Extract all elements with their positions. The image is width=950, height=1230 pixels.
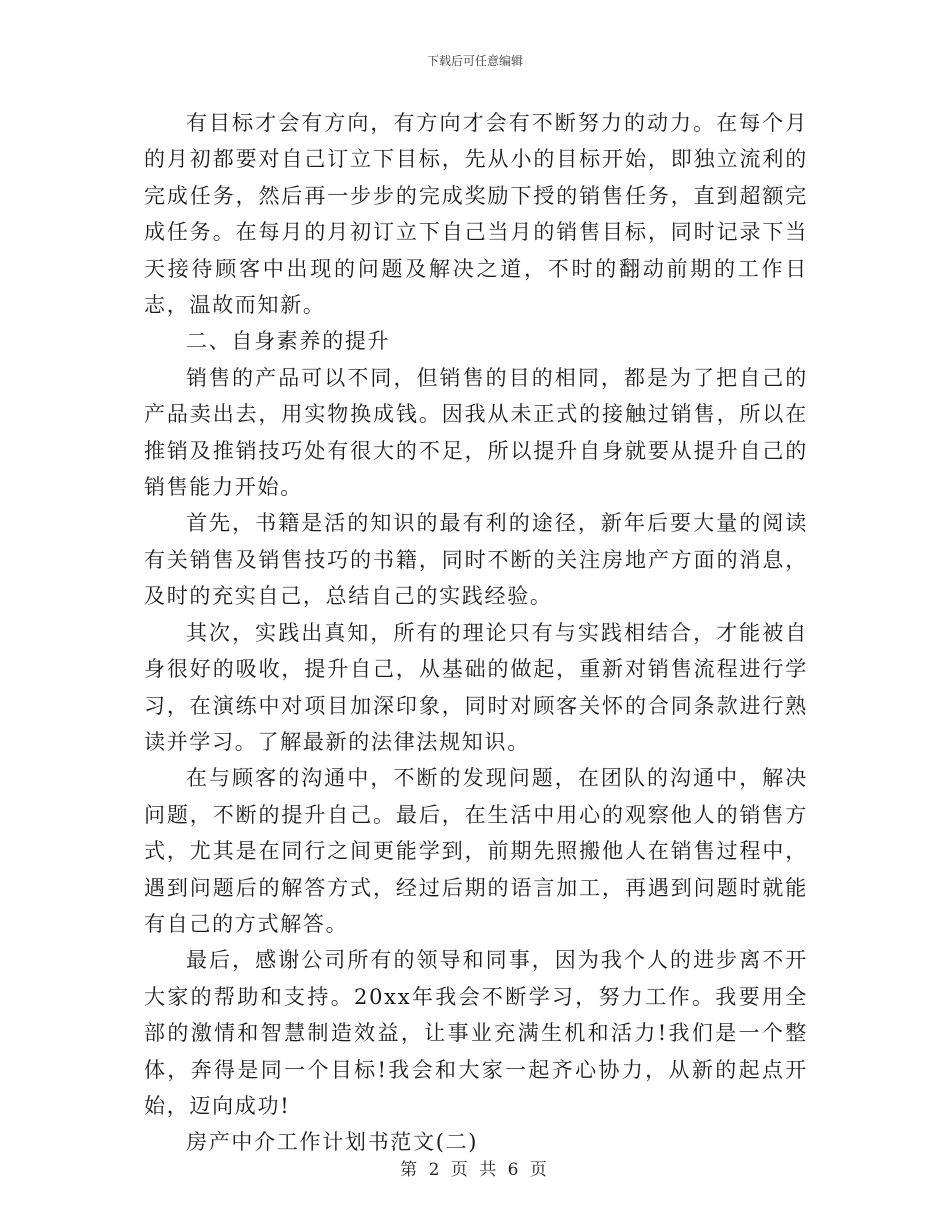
page-header-note: 下载后可任意编辑 bbox=[426, 54, 523, 68]
section-heading-self-improvement: 二、自身素养的提升 bbox=[186, 329, 391, 354]
paragraph-goals: 有目标才会有方向，有方向才会有不断努力的动力。在每个月的月初都要对自己订立下目标，先从小的目标开始，即独立流利的完成任务，然后再一步步的完成奖励下授的销售任务，直到超额完成任务。在每月的月初订立下自己当月的销售目标，同时记录下当天接待顾客中出现的问题及解决之道，不时的翻动前期的工作日志，温故而知新。 bbox=[144, 111, 808, 318]
paragraph-practice: 其次，实践出真知，所有的理论只有与实践相结合，才能被自身很好的吸收，提升自己，从基础的做起，重新对销售流程进行学习，在演练中对项目加深印象，同时对顾客关怀的合同条款进行熟读并学习。了解最新的法律法规知识。 bbox=[144, 620, 808, 754]
paragraph-thanks: 最后，感谢公司所有的领导和同事，因为我个人的进步离不开大家的帮助和支持。20xx年我会不断学习，努力工作。我要用全部的激情和智慧制造效益，让事业充满生机和活力!我们是一个整体，奔得是同一个目标!我会和大家一起齐心协力，从新的起点开始，迈向成功! bbox=[144, 948, 808, 1118]
paragraph-communication: 在与顾客的沟通中，不断的发现问题，在团队的沟通中，解决问题，不断的提升自己。最后，在生活中用心的观察他人的销售方式，尤其是在同行之间更能学到，前期先照搬他人在销售过程中，遇到问题后的解答方式，经过后期的语言加工，再遇到问题时就能有自己的方式解答。 bbox=[144, 766, 808, 936]
paragraph-sales-ability: 销售的产品可以不同，但销售的目的相同，都是为了把自己的产品卖出去，用实物换成钱。因我从未正式的接触过销售，所以在推销及推销技巧处有很大的不足，所以提升自身就要从提升自己的销售能力开始。 bbox=[144, 365, 808, 500]
page-number: 第 2 页 共 6 页 bbox=[400, 1160, 550, 1180]
section-heading-plan-two: 房产中介工作计划书范文(二) bbox=[186, 1130, 479, 1155]
paragraph-reading: 首先，书籍是活的知识的最有利的途径，新年后要大量的阅读有关销售及销售技巧的书籍，同时不断的关注房地产方面的消息，及时的充实自己，总结自己的实践经验。 bbox=[144, 511, 808, 609]
document-body bbox=[144, 105, 808, 1161]
